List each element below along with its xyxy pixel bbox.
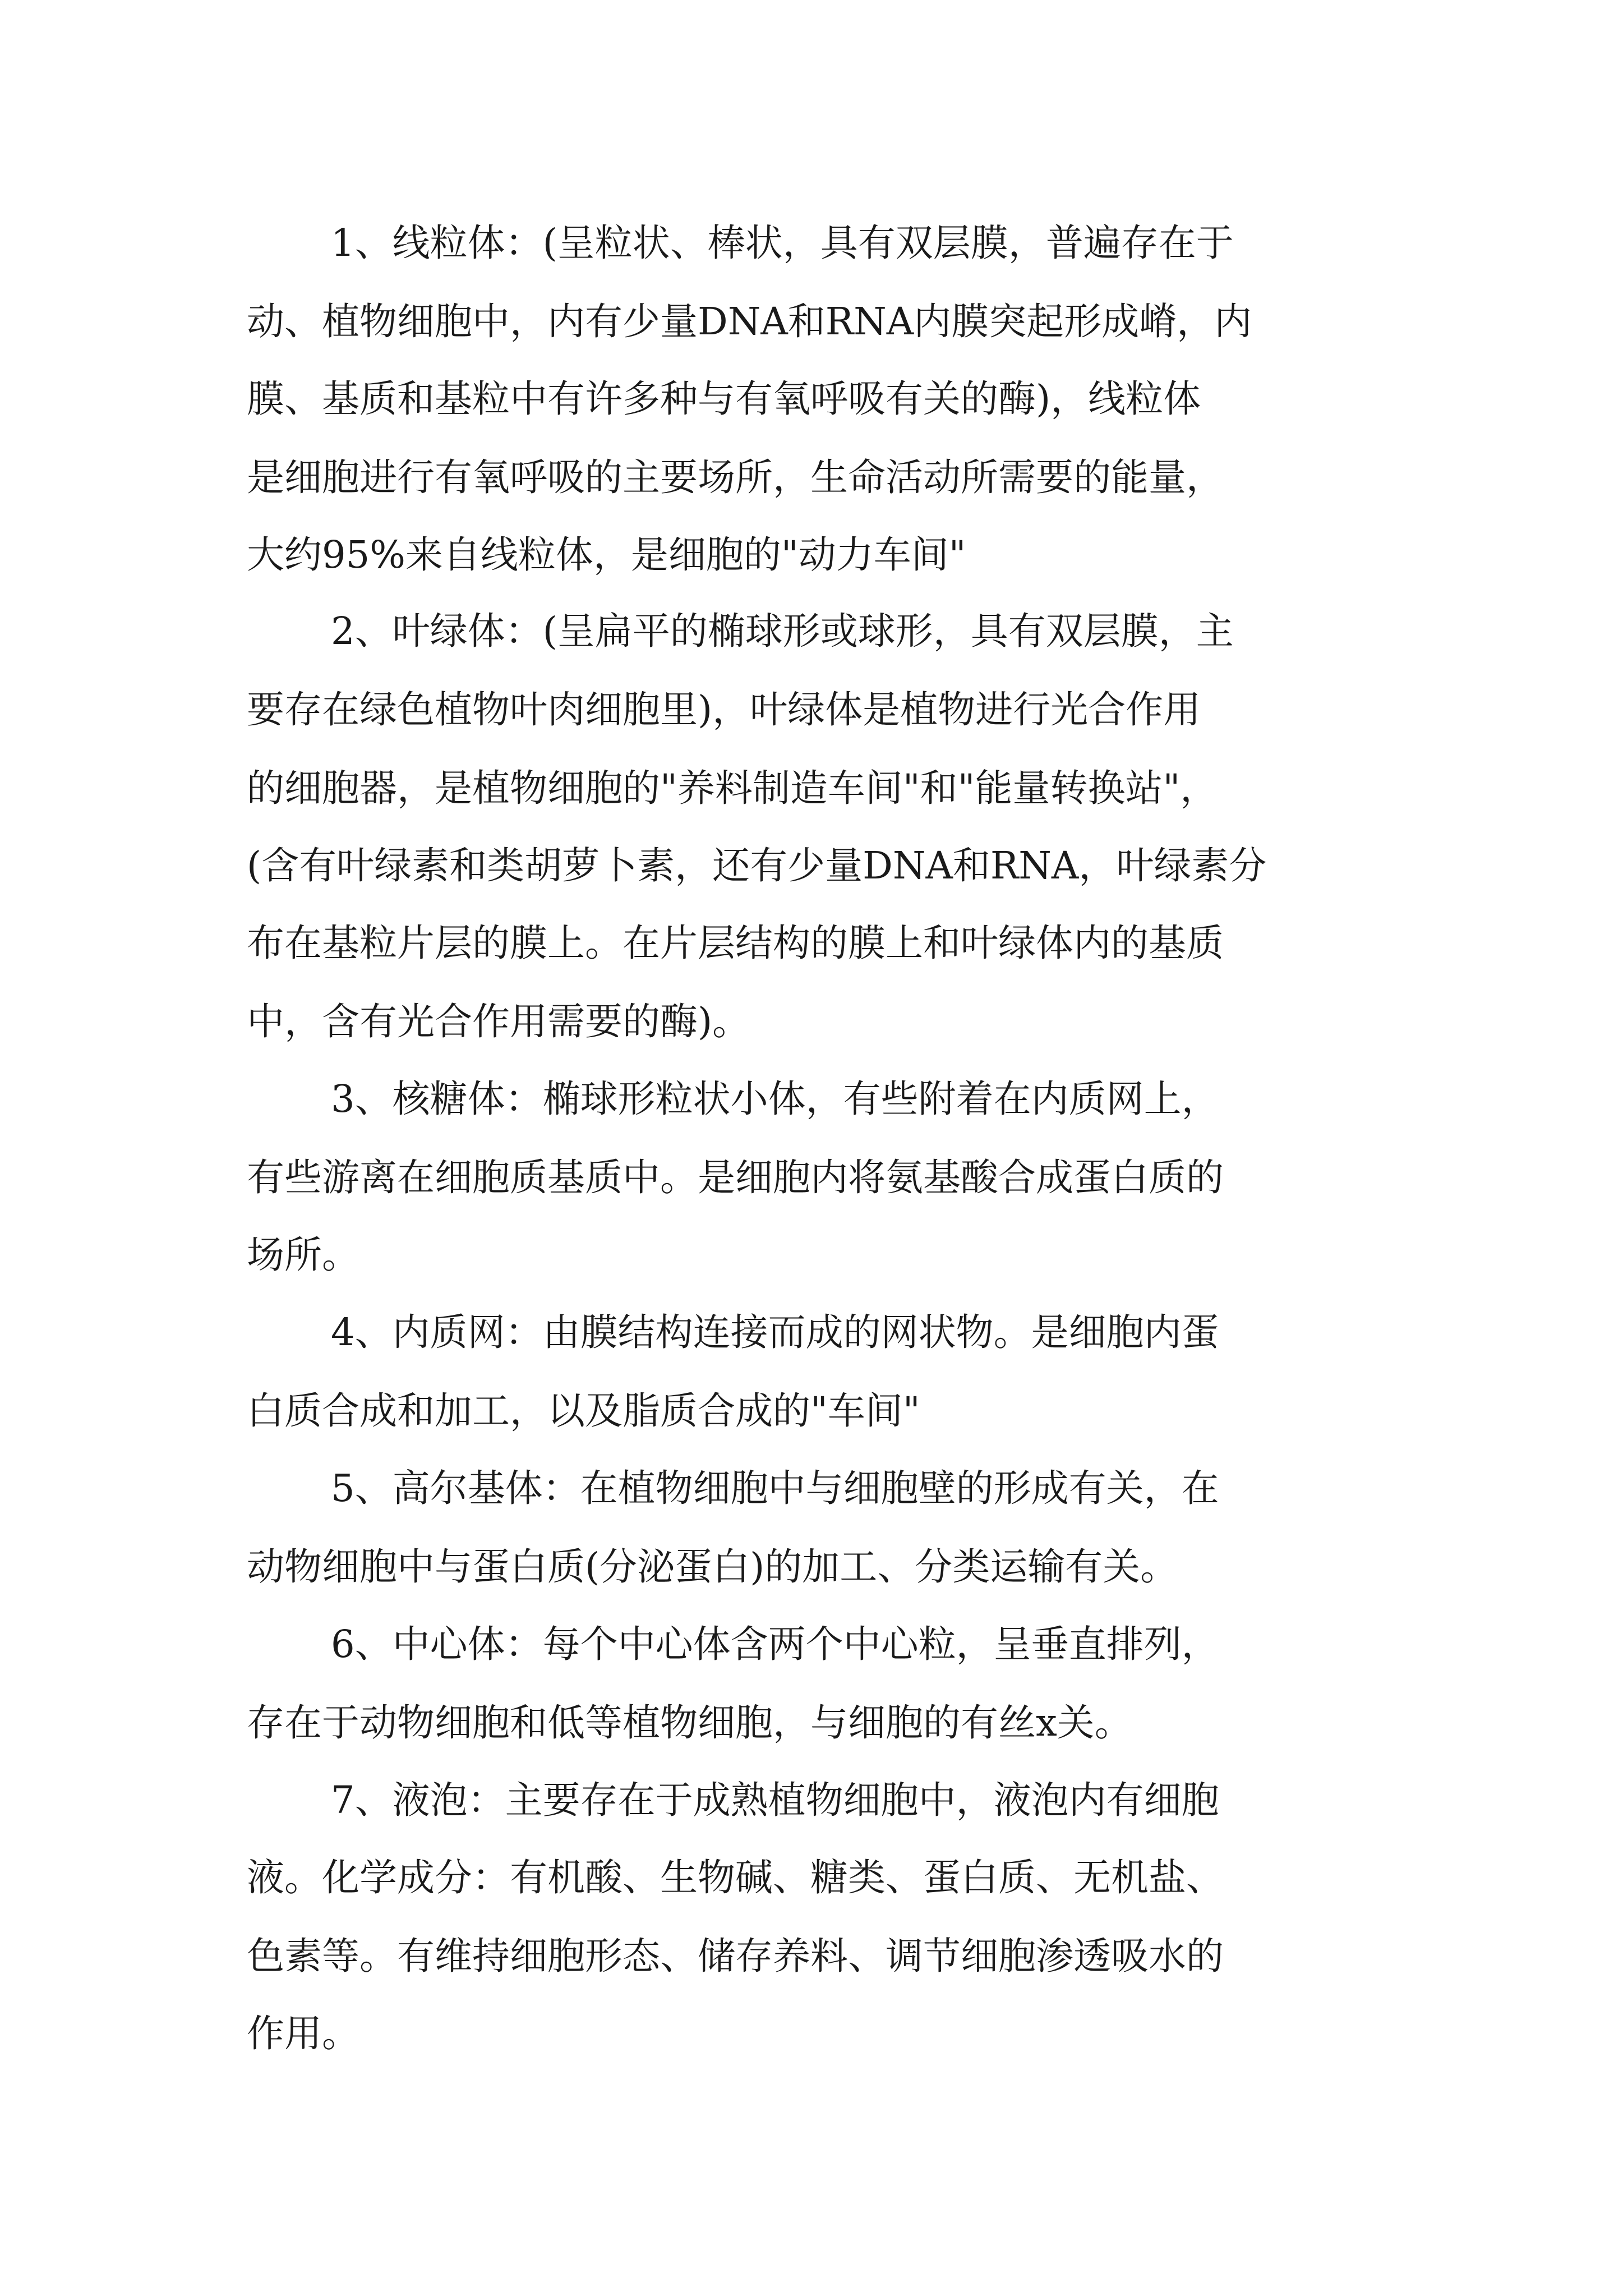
paragraph-3-line-2: 有些游离在细胞质基质中。是细胞内将氨基酸合成蛋白质的 xyxy=(247,1156,1224,1199)
paragraph-3-line-1: 3、核糖体：椭球形粒状小体，有些附着在内质网上， xyxy=(331,1077,1219,1121)
paragraph-6-line-2: 存在于动物细胞和低等植物细胞，与细胞的有丝x关。 xyxy=(247,1701,1132,1745)
paragraph-1-line-2: 动、植物细胞中，内有少量DNA和RNA内膜突起形成嵴，内 xyxy=(247,300,1252,343)
paragraph-2-line-4: (含有叶绿素和类胡萝卜素，还有少量DNA和RNA，叶绿素分 xyxy=(247,844,1267,887)
paragraph-2-line-1: 2、叶绿体：(呈扁平的椭球形或球形，具有双层膜，主 xyxy=(331,609,1234,653)
paragraph-4-line-1: 4、内质网：由膜结构连接而成的网状物。是细胞内蛋 xyxy=(331,1310,1219,1354)
paragraph-2-line-2: 要存在绿色植物叶肉细胞里)，叶绿体是植物进行光合作用 xyxy=(247,688,1201,731)
paragraph-2-line-3: 的细胞器，是植物细胞的"养料制造车间"和"能量转换站"， xyxy=(247,766,1218,810)
paragraph-3-line-3: 场所。 xyxy=(247,1233,359,1277)
paragraph-7-line-3: 色素等。有维持细胞形态、储存养料、调节细胞渗透吸水的 xyxy=(247,1934,1224,1978)
paragraph-6-line-1: 6、中心体：每个中心体含两个中心粒，呈垂直排列， xyxy=(331,1622,1219,1666)
paragraph-4-line-2: 白质合成和加工，以及脂质合成的"车间" xyxy=(247,1389,920,1433)
paragraph-2-line-6: 中，含有光合作用需要的酶)。 xyxy=(247,1000,750,1043)
paragraph-1-line-5: 大约95%来自线粒体，是细胞的"动力车间" xyxy=(247,533,966,577)
paragraph-5-line-1: 5、高尔基体：在植物细胞中与细胞壁的形成有关，在 xyxy=(331,1466,1219,1510)
paragraph-7-line-2: 液。化学成分：有机酸、生物碱、糖类、蛋白质、无机盐、 xyxy=(247,1856,1224,1899)
paragraph-7-line-1: 7、液泡：主要存在于成熟植物细胞中，液泡内有细胞 xyxy=(331,1778,1219,1822)
paragraph-1-line-4: 是细胞进行有氧呼吸的主要场所，生命活动所需要的能量， xyxy=(247,455,1224,499)
paragraph-1-line-3: 膜、基质和基粒中有许多种与有氧呼吸有关的酶)，线粒体 xyxy=(247,377,1201,421)
paragraph-7-line-4: 作用。 xyxy=(247,2012,359,2055)
paragraph-5-line-2: 动物细胞中与蛋白质(分泌蛋白)的加工、分类运输有关。 xyxy=(247,1545,1178,1589)
paragraph-1-line-1: 1、线粒体：(呈粒状、棒状，具有双层膜，普遍存在于 xyxy=(331,221,1234,265)
paragraph-2-line-5: 布在基粒片层的膜上。在片层结构的膜上和叶绿体内的基质 xyxy=(247,921,1224,965)
